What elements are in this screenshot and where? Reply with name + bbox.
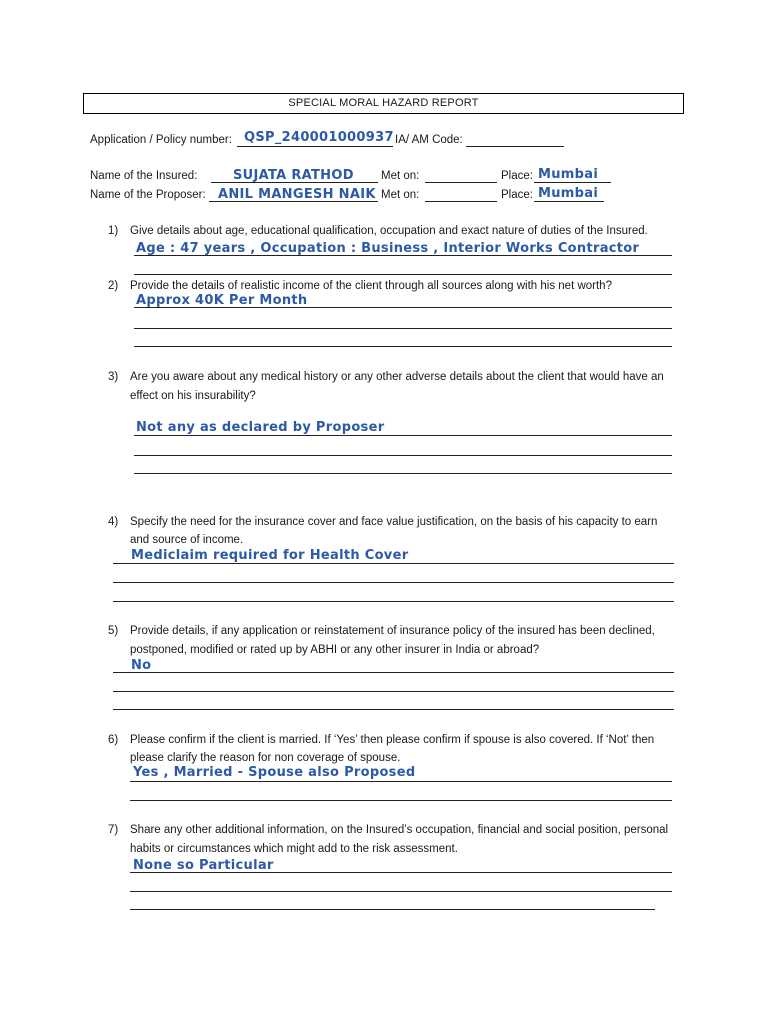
question-4-answer-line <box>113 563 674 564</box>
proposer-place-label: Place: <box>501 189 533 201</box>
proposer-name-value[interactable]: ANIL MANGESH NAIK <box>218 187 376 202</box>
question-3-answer-line <box>134 435 672 436</box>
question-5-text-line-2: postponed, modified or rated up by ABHI or any other insurer in India or abroad? <box>130 644 540 656</box>
insured-place-value[interactable]: Mumbai <box>538 167 599 182</box>
proposer-place-line <box>534 201 604 202</box>
insured-met-on-line[interactable] <box>425 182 497 183</box>
application-number-label: Application / Policy number: <box>90 134 232 146</box>
application-number-line <box>237 146 393 147</box>
question-5-answer-line[interactable] <box>113 709 674 710</box>
question-4-text-line-1: Specify the need for the insurance cover and face value justification, on the basis of his capacity to earn <box>130 516 658 528</box>
question-2-text: Provide the details of realistic income of the client through all sources along with his net worth? <box>130 280 612 292</box>
question-3-text-line-1: Are you aware about any medical history or any other adverse details about the client that would have an <box>130 371 664 383</box>
question-7-answer-line[interactable] <box>130 891 672 892</box>
question-5-answer-line <box>113 672 674 673</box>
question-5-text-line-1: Provide details, if any application or reinstatement of insurance policy of the insured has been declined, <box>130 625 655 637</box>
ia-am-code-line[interactable] <box>466 146 564 147</box>
question-7-number: 7) <box>108 824 119 836</box>
question-7-answer[interactable]: None so Particular <box>133 858 274 873</box>
question-6-text-line-2: please clarify the reason for non coverage of spouse. <box>130 752 401 764</box>
question-2-number: 2) <box>108 280 119 292</box>
question-4-answer[interactable]: Mediclaim required for Health Cover <box>131 548 409 563</box>
question-3-number: 3) <box>108 371 119 383</box>
question-5-answer-line[interactable] <box>113 691 674 692</box>
report-title: SPECIAL MORAL HAZARD REPORT <box>83 93 684 114</box>
question-1-text: Give details about age, educational qualification, occupation and exact nature of duties of the Insured. <box>130 225 648 237</box>
proposer-met-on-label: Met on: <box>381 189 420 201</box>
question-6-number: 6) <box>108 734 119 746</box>
question-1-answer-line[interactable] <box>134 274 672 275</box>
question-3-text-line-2: effect on his insurability? <box>130 390 256 402</box>
insured-place-label: Place: <box>501 170 533 182</box>
question-2-answer-line[interactable] <box>134 346 672 347</box>
question-2-answer-line <box>134 307 672 308</box>
question-4-answer-line[interactable] <box>113 601 674 602</box>
question-2-answer[interactable]: Approx 40K Per Month <box>136 293 308 308</box>
question-6-answer-line <box>130 781 672 782</box>
insured-place-line <box>534 182 611 183</box>
question-1-answer-line <box>134 255 672 256</box>
question-6-text-line-1: Please confirm if the client is married. If ‘Yes’ then please confirm if spouse is also covered. If ‘Not’ then <box>130 734 655 746</box>
question-7-answer-line <box>130 872 672 873</box>
question-7-text-line-1: Share any other additional information, on the Insured’s occupation, financial and social position, personal <box>130 824 669 836</box>
question-2-answer-line[interactable] <box>134 328 672 329</box>
proposer-met-on-line[interactable] <box>425 201 497 202</box>
question-4-number: 4) <box>108 516 119 528</box>
question-4-text-line-2: and source of income. <box>130 534 244 546</box>
question-3-answer-line[interactable] <box>134 455 672 456</box>
question-6-answer[interactable]: Yes , Married - Spouse also Proposed <box>133 765 416 780</box>
question-1-answer[interactable]: Age : 47 years , Occupation : Business , Interior Works Contractor <box>136 241 640 256</box>
question-7-text-line-2: habits or circumstances which might add to the risk assessment. <box>130 843 458 855</box>
insured-name-label: Name of the Insured: <box>90 170 198 182</box>
insured-met-on-label: Met on: <box>381 170 420 182</box>
question-4-answer-line[interactable] <box>113 582 674 583</box>
question-5-answer[interactable]: No <box>131 658 152 673</box>
question-6-answer-line[interactable] <box>130 800 672 801</box>
insured-name-value[interactable]: SUJATA RATHOD <box>233 168 354 183</box>
proposer-name-label: Name of the Proposer: <box>90 189 206 201</box>
question-1-number: 1) <box>108 225 119 237</box>
question-3-answer-line[interactable] <box>134 473 672 474</box>
question-7-answer-line[interactable] <box>130 909 655 910</box>
question-3-answer[interactable]: Not any as declared by Proposer <box>136 420 385 435</box>
application-number-value[interactable]: QSP_240001000937 <box>244 130 394 145</box>
ia-am-code-label: IA/ AM Code: <box>395 134 463 146</box>
question-5-number: 5) <box>108 625 119 637</box>
proposer-place-value[interactable]: Mumbai <box>538 186 599 201</box>
